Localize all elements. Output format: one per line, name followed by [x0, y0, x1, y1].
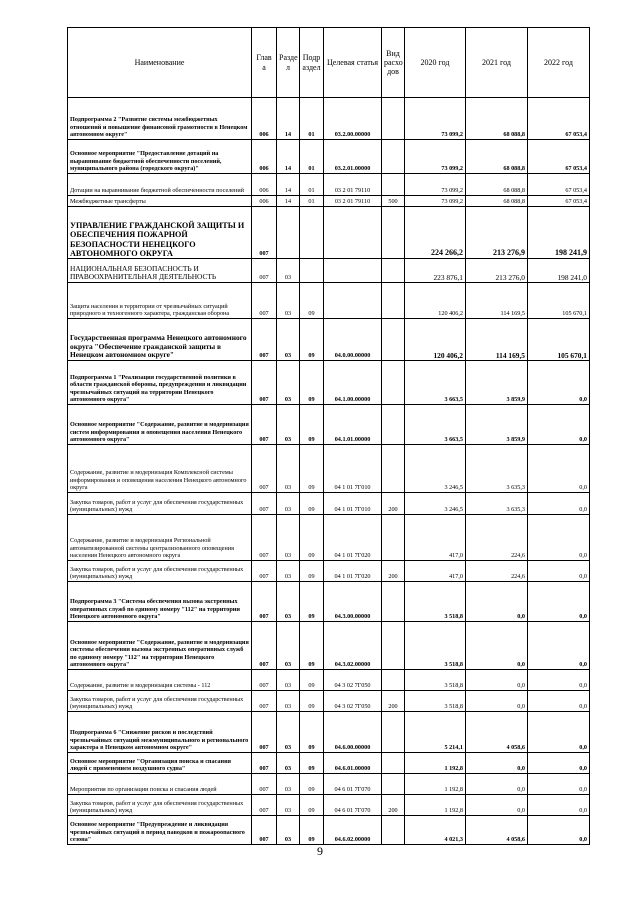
cell-value-2022: 105 670,1 — [528, 283, 590, 319]
cell-value-2022: 105 670,1 — [528, 319, 590, 361]
cell-value-2020: 120 406,2 — [405, 283, 466, 319]
table-row — [68, 493, 590, 515]
cell-glava: 007 — [252, 493, 277, 515]
cell-value-2020: 3 663,5 — [405, 405, 466, 445]
cell-podrazdel: 09 — [300, 515, 324, 561]
cell-vid — [382, 361, 405, 405]
cell-article — [324, 259, 382, 283]
cell-value-2022: 0,0 — [528, 515, 590, 561]
cell-value-2020: 1 192,8 — [405, 774, 466, 795]
cell-value-2021: 224,6 — [466, 561, 528, 582]
table-row — [68, 259, 590, 283]
cell-name: Государственная программа Ненецкого автономного округа "Обеспечение гражданской защиты в Ненецком автономном округе" — [68, 319, 252, 361]
cell-razdel: 03 — [277, 445, 300, 493]
cell-glava: 007 — [252, 283, 277, 319]
cell-glava: 007 — [252, 405, 277, 445]
cell-name: Подпрограмма 6 "Снижение рисков и последствий чрезвычайных ситуаций межмуниципального и регионального характера в Ненецком автономном округе" — [68, 712, 252, 753]
cell-razdel: 03 — [277, 795, 300, 816]
cell-vid — [382, 98, 405, 140]
cell-razdel: 03 — [277, 561, 300, 582]
cell-razdel: 03 — [277, 319, 300, 361]
cell-value-2022: 0,0 — [528, 816, 590, 845]
cell-vid: 500 — [382, 196, 405, 207]
cell-value-2022: 0,0 — [528, 670, 590, 691]
cell-podrazdel: 09 — [300, 319, 324, 361]
cell-vid — [382, 712, 405, 753]
cell-name: Основное мероприятие "Организация поиска и спасания людей с применением воздушного судна" — [68, 753, 252, 774]
cell-glava: 007 — [252, 361, 277, 405]
cell-podrazdel: 01 — [300, 140, 324, 174]
cell-value-2020: 417,0 — [405, 515, 466, 561]
cell-name: Подпрограмма 3 "Система обеспечения вызова экстренных оперативных служб по единому номеру "112" на территории Ненецкого автономного округа" — [68, 582, 252, 622]
cell-name: Основное мероприятие "Предоставление дотаций на выравнивание бюджетной обеспеченности поселений, муниципального района (городского округа)" — [68, 140, 252, 174]
budget-table — [67, 27, 590, 845]
cell-glava: 006 — [252, 98, 277, 140]
cell-value-2020: 4 021,3 — [405, 816, 466, 845]
cell-vid — [382, 816, 405, 845]
cell-value-2022: 0,0 — [528, 361, 590, 405]
cell-value-2020: 1 192,8 — [405, 753, 466, 774]
cell-value-2020: 5 214,1 — [405, 712, 466, 753]
cell-name: Содержание, развитие и модернизация Комплексной системы информирования и оповещения населения Ненецкого автономного округа — [68, 445, 252, 493]
cell-glava: 007 — [252, 319, 277, 361]
header-article: Целевая статья — [324, 28, 382, 98]
cell-value-2022: 0,0 — [528, 405, 590, 445]
cell-article: 04.3.00.00000 — [324, 582, 382, 622]
cell-glava: 006 — [252, 174, 277, 196]
cell-value-2022: 0,0 — [528, 774, 590, 795]
cell-vid: 200 — [382, 561, 405, 582]
cell-razdel: 03 — [277, 582, 300, 622]
cell-value-2021: 0,0 — [466, 622, 528, 670]
cell-value-2020: 1 192,8 — [405, 795, 466, 816]
table-row — [68, 753, 590, 774]
table-row — [68, 207, 590, 259]
cell-glava: 007 — [252, 774, 277, 795]
cell-podrazdel: 09 — [300, 816, 324, 845]
cell-article: 03.2.01.00000 — [324, 140, 382, 174]
cell-article: 04.6.00.00000 — [324, 712, 382, 753]
table-row — [68, 319, 590, 361]
cell-name: Содержание, развитие и модернизация Региональной автоматизированной системы централизованного оповещения населения Ненецкого автономного округа — [68, 515, 252, 561]
cell-glava: 007 — [252, 582, 277, 622]
header-podrazdel: Подр аздел — [300, 28, 324, 98]
cell-podrazdel — [300, 207, 324, 259]
cell-value-2020: 73 099,2 — [405, 174, 466, 196]
cell-glava: 007 — [252, 691, 277, 712]
cell-vid — [382, 259, 405, 283]
cell-podrazdel: 09 — [300, 753, 324, 774]
cell-podrazdel: 09 — [300, 670, 324, 691]
cell-value-2020: 73 099,2 — [405, 196, 466, 207]
table-body — [68, 98, 590, 845]
header-2021: 2021 год — [466, 28, 528, 98]
cell-value-2021: 0,0 — [466, 691, 528, 712]
table-row — [68, 774, 590, 795]
cell-value-2021: 0,0 — [466, 753, 528, 774]
table-row — [68, 174, 590, 196]
cell-podrazdel: 09 — [300, 283, 324, 319]
cell-vid — [382, 283, 405, 319]
cell-name: Содержание, развитие и модернизация системы - 112 — [68, 670, 252, 691]
cell-vid: 200 — [382, 795, 405, 816]
cell-vid: 200 — [382, 691, 405, 712]
cell-razdel: 03 — [277, 493, 300, 515]
cell-value-2020: 120 406,2 — [405, 319, 466, 361]
header-name: Наименование — [68, 28, 252, 98]
cell-value-2022: 0,0 — [528, 561, 590, 582]
cell-vid — [382, 445, 405, 493]
cell-razdel: 03 — [277, 670, 300, 691]
cell-article: 04.3.02.00000 — [324, 622, 382, 670]
cell-razdel: 14 — [277, 98, 300, 140]
cell-vid — [382, 753, 405, 774]
cell-glava: 007 — [252, 561, 277, 582]
cell-podrazdel: 09 — [300, 795, 324, 816]
cell-vid — [382, 582, 405, 622]
cell-value-2020: 3 663,5 — [405, 361, 466, 405]
cell-vid — [382, 622, 405, 670]
cell-value-2022: 0,0 — [528, 493, 590, 515]
table-row — [68, 670, 590, 691]
cell-value-2021: 0,0 — [466, 582, 528, 622]
header-vid: Вид расхо дов — [382, 28, 405, 98]
cell-value-2020: 223 876,1 — [405, 259, 466, 283]
cell-value-2022: 0,0 — [528, 582, 590, 622]
cell-glava: 007 — [252, 259, 277, 283]
cell-razdel: 03 — [277, 753, 300, 774]
cell-value-2022: 0,0 — [528, 753, 590, 774]
cell-razdel: 03 — [277, 259, 300, 283]
cell-razdel: 03 — [277, 515, 300, 561]
cell-razdel: 03 — [277, 712, 300, 753]
table-row — [68, 515, 590, 561]
cell-vid — [382, 140, 405, 174]
cell-name: Подпрограмма 2 "Развитие системы межбюджетных отношений и повышение финансовой грамотности в Ненецком автономном округе" — [68, 98, 252, 140]
cell-razdel — [277, 207, 300, 259]
cell-razdel: 03 — [277, 361, 300, 405]
table-row — [68, 691, 590, 712]
cell-razdel: 03 — [277, 691, 300, 712]
table-header-row — [68, 28, 590, 98]
cell-value-2020: 3 518,8 — [405, 670, 466, 691]
cell-razdel: 14 — [277, 196, 300, 207]
cell-value-2021: 0,0 — [466, 774, 528, 795]
cell-glava: 007 — [252, 622, 277, 670]
cell-name: Защита населения и территории от чрезвычайных ситуаций природного и техногенного характера, гражданская оборона — [68, 283, 252, 319]
cell-name: Закупка товаров, работ и услуг для обеспечения государственных (муниципальных) нужд — [68, 561, 252, 582]
cell-value-2022: 198 241,0 — [528, 259, 590, 283]
cell-name: Закупка товаров, работ и услуг для обеспечения государственных (муниципальных) нужд — [68, 493, 252, 515]
cell-razdel: 03 — [277, 405, 300, 445]
cell-value-2021: 0,0 — [466, 795, 528, 816]
cell-name: Основное мероприятие "Содержание, развитие и модернизация систем информирования и оповещения населения Ненецкого автономного округа" — [68, 405, 252, 445]
cell-value-2020: 73 099,2 — [405, 98, 466, 140]
cell-podrazdel: 09 — [300, 582, 324, 622]
cell-value-2022: 0,0 — [528, 622, 590, 670]
cell-vid — [382, 774, 405, 795]
table-row — [68, 582, 590, 622]
cell-value-2021: 114 169,5 — [466, 283, 528, 319]
cell-podrazdel: 09 — [300, 361, 324, 405]
cell-name: Закупка товаров, работ и услуг для обеспечения государственных (муниципальных) нужд — [68, 691, 252, 712]
cell-value-2021: 213 276,0 — [466, 259, 528, 283]
table-row — [68, 561, 590, 582]
table-row — [68, 445, 590, 493]
cell-name: НАЦИОНАЛЬНАЯ БЕЗОПАСНОСТЬ И ПРАВООХРАНИТЕЛЬНАЯ ДЕЯТЕЛЬНОСТЬ — [68, 259, 252, 283]
cell-value-2021: 68 088,8 — [466, 174, 528, 196]
header-2020: 2020 год — [405, 28, 466, 98]
cell-podrazdel: 01 — [300, 196, 324, 207]
cell-vid — [382, 207, 405, 259]
cell-razdel: 14 — [277, 140, 300, 174]
cell-name: Основное мероприятие "Предупреждение и ликвидация чрезвычайных ситуаций в период паводков и пожароопасного сезона" — [68, 816, 252, 845]
cell-article — [324, 207, 382, 259]
cell-article: 04 1 01 7Г020 — [324, 561, 382, 582]
cell-value-2021: 68 088,8 — [466, 98, 528, 140]
cell-article: 04 1 01 7Г020 — [324, 515, 382, 561]
cell-podrazdel: 01 — [300, 98, 324, 140]
cell-article: 04.6.01.00000 — [324, 753, 382, 774]
cell-article: 04 3 02 7Г050 — [324, 691, 382, 712]
cell-value-2021: 224,6 — [466, 515, 528, 561]
cell-article — [324, 283, 382, 319]
cell-glava: 007 — [252, 670, 277, 691]
cell-value-2021: 4 058,6 — [466, 712, 528, 753]
cell-value-2021: 213 276,9 — [466, 207, 528, 259]
cell-value-2022: 67 053,4 — [528, 140, 590, 174]
cell-glava: 007 — [252, 445, 277, 493]
cell-value-2021: 68 088,8 — [466, 140, 528, 174]
cell-name: Подпрограмма 1 "Реализация государственной политики в области гражданской обороны, предупреждения и ликвидации чрезвычайных ситуаций на территории Ненецкого автономного округа" — [68, 361, 252, 405]
cell-value-2021: 68 088,8 — [466, 196, 528, 207]
cell-name: Основное мероприятие "Содержание, развитие и модернизация системы обеспечения вызова экстренных оперативных служб по единому номеру "112" на территории Ненецкого автономного округа" — [68, 622, 252, 670]
cell-razdel: 03 — [277, 816, 300, 845]
cell-podrazdel: 09 — [300, 561, 324, 582]
cell-razdel: 03 — [277, 622, 300, 670]
table-row — [68, 712, 590, 753]
cell-podrazdel: 09 — [300, 712, 324, 753]
cell-value-2020: 3 518,8 — [405, 691, 466, 712]
cell-value-2022: 0,0 — [528, 445, 590, 493]
cell-value-2022: 67 053,4 — [528, 98, 590, 140]
cell-value-2022: 67 053,4 — [528, 174, 590, 196]
cell-vid — [382, 174, 405, 196]
cell-article: 03 2 01 79110 — [324, 196, 382, 207]
cell-value-2022: 0,0 — [528, 795, 590, 816]
cell-article: 04 6 01 7Г070 — [324, 774, 382, 795]
table-row — [68, 816, 590, 845]
cell-vid — [382, 670, 405, 691]
cell-article: 04.6.02.00000 — [324, 816, 382, 845]
cell-glava: 006 — [252, 140, 277, 174]
cell-article: 04 1 01 7Г010 — [324, 493, 382, 515]
cell-value-2022: 198 241,9 — [528, 207, 590, 259]
table-row — [68, 140, 590, 174]
cell-glava: 007 — [252, 816, 277, 845]
cell-razdel: 14 — [277, 174, 300, 196]
cell-name: Мероприятия по организации поиска и спасания людей — [68, 774, 252, 795]
cell-article: 04 3 02 7Г050 — [324, 670, 382, 691]
cell-value-2020: 3 518,8 — [405, 622, 466, 670]
cell-name: Закупка товаров, работ и услуг для обеспечения государственных (муниципальных) нужд — [68, 795, 252, 816]
cell-podrazdel: 09 — [300, 774, 324, 795]
cell-podrazdel: 09 — [300, 622, 324, 670]
header-2022: 2022 год — [528, 28, 590, 98]
cell-glava: 007 — [252, 753, 277, 774]
cell-podrazdel — [300, 259, 324, 283]
cell-value-2021: 3 859,9 — [466, 405, 528, 445]
table-row — [68, 98, 590, 140]
cell-glava: 007 — [252, 515, 277, 561]
cell-vid — [382, 319, 405, 361]
cell-podrazdel: 01 — [300, 174, 324, 196]
cell-value-2021: 3 635,3 — [466, 493, 528, 515]
cell-name: УПРАВЛЕНИЕ ГРАЖДАНСКОЙ ЗАЩИТЫ И ОБЕСПЕЧЕНИЯ ПОЖАРНОЙ БЕЗОПАСНОСТИ НЕНЕЦКОГО АВТОНОМНОГО ОКРУГА — [68, 207, 252, 259]
cell-value-2020: 73 099,2 — [405, 140, 466, 174]
table-row — [68, 405, 590, 445]
cell-podrazdel: 09 — [300, 493, 324, 515]
table-row — [68, 196, 590, 207]
table-row — [68, 622, 590, 670]
cell-article: 04.1.00.00000 — [324, 361, 382, 405]
cell-value-2020: 3 246,5 — [405, 493, 466, 515]
cell-article: 03.2.00.00000 — [324, 98, 382, 140]
cell-glava: 007 — [252, 712, 277, 753]
header-glava: Глав а — [252, 28, 277, 98]
cell-razdel: 03 — [277, 283, 300, 319]
cell-value-2021: 4 058,6 — [466, 816, 528, 845]
cell-value-2022: 0,0 — [528, 712, 590, 753]
cell-value-2022: 0,0 — [528, 691, 590, 712]
cell-vid — [382, 405, 405, 445]
cell-podrazdel: 09 — [300, 445, 324, 493]
cell-vid: 200 — [382, 493, 405, 515]
header-razdel: Разде л — [277, 28, 300, 98]
table-row — [68, 361, 590, 405]
table-row — [68, 795, 590, 816]
cell-article: 04 1 01 7Г010 — [324, 445, 382, 493]
cell-value-2022: 67 053,4 — [528, 196, 590, 207]
cell-razdel: 03 — [277, 774, 300, 795]
page-number: 9 — [317, 844, 323, 858]
cell-glava: 006 — [252, 196, 277, 207]
cell-glava: 007 — [252, 795, 277, 816]
cell-article: 04.0.00.00000 — [324, 319, 382, 361]
cell-podrazdel: 09 — [300, 405, 324, 445]
cell-glava: 007 — [252, 207, 277, 259]
cell-name: Межбюджетные трансферты — [68, 196, 252, 207]
cell-name: Дотации на выравнивание бюджетной обеспеченности поселений — [68, 174, 252, 196]
cell-article: 04.1.01.00000 — [324, 405, 382, 445]
cell-value-2021: 114 169,5 — [466, 319, 528, 361]
cell-article: 04 6 01 7Г070 — [324, 795, 382, 816]
cell-value-2021: 3 635,3 — [466, 445, 528, 493]
table-row — [68, 283, 590, 319]
cell-value-2021: 3 859,9 — [466, 361, 528, 405]
cell-value-2020: 224 266,2 — [405, 207, 466, 259]
cell-podrazdel: 09 — [300, 691, 324, 712]
cell-article: 03 2 01 79110 — [324, 174, 382, 196]
cell-value-2020: 3 518,8 — [405, 582, 466, 622]
cell-value-2020: 3 246,5 — [405, 445, 466, 493]
cell-value-2020: 417,0 — [405, 561, 466, 582]
cell-value-2021: 0,0 — [466, 670, 528, 691]
cell-vid — [382, 515, 405, 561]
